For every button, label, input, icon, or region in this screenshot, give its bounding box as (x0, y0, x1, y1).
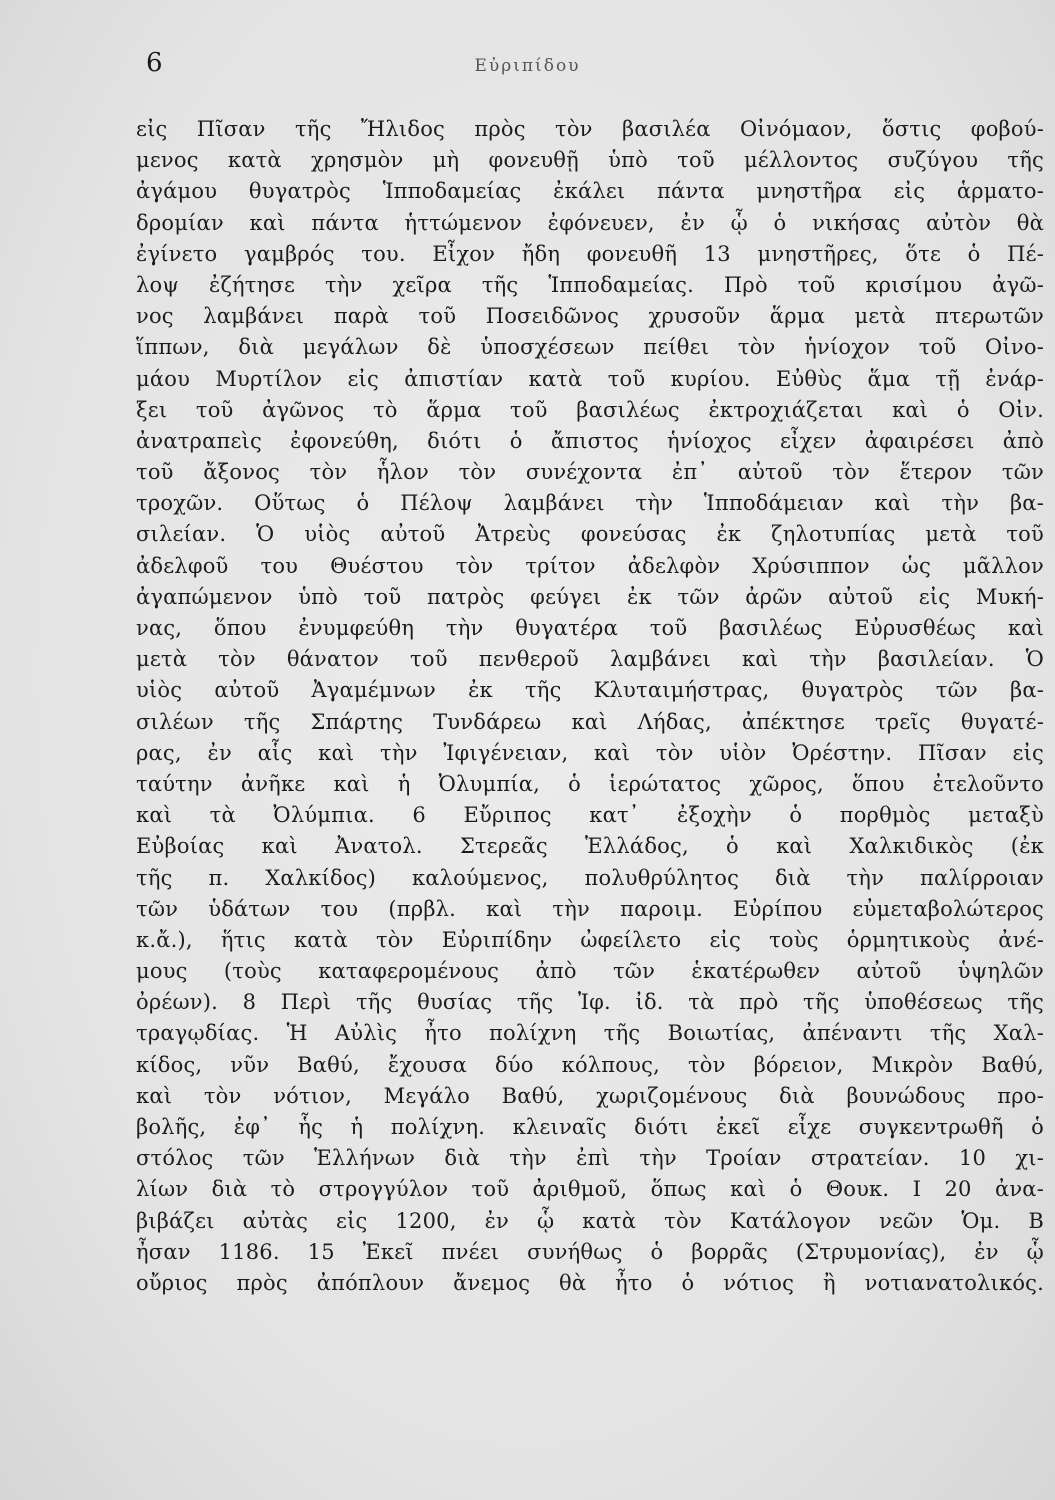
text-line: μάου Μυρτίλον εἰς ἀπιστίαν κατὰ τοῦ κυρίου. Εὐθὺς ἅμα τῇ ἐνάρ- (136, 366, 1044, 391)
text-line: ρας, ἐν αἷς καὶ τὴν Ἰφιγένειαν, καὶ τὸν υἱὸν Ὀρέστην. Πῖσαν εἰς (136, 740, 1044, 765)
text-line: ἐγίνετο γαμβρός του. Εἶχον ἤδη φονευθῆ 13 μνηστῆρες, ὅτε ὁ Πέ- (136, 241, 1044, 266)
text-line: ἦσαν 1186. 15 Ἐκεῖ πνέει συνήθως ὁ βορρᾶς (Στρυμονίας), ἐν ᾧ (136, 1239, 1044, 1264)
text-line: καὶ τὰ Ὀλύμπια. 6 Εὔριπος κατ᾽ ἐξοχὴν ὁ πορθμὸς μεταξὺ (136, 803, 1044, 828)
text-line: υἱὸς αὐτοῦ Ἀγαμέμνων ἐκ τῆς Κλυταιμήστρας, θυγατρὸς τῶν βα- (136, 678, 1044, 703)
text-line: εἰς Πῖσαν τῆς Ἤλιδος πρὸς τὸν βασιλέα Οἰνόμαον, ὅστις φοβού- (136, 117, 1044, 141)
text-line: τροχῶν. Οὕτως ὁ Πέλοψ λαμβάνει τὴν Ἱπποδάμειαν καὶ τὴν βα- (136, 491, 1044, 516)
page-number: 6 (146, 48, 163, 78)
text-line: τῶν ὑδάτων του (πρβλ. καὶ τὴν παροιμ. Εὐρίπου εὐμεταβολώτερος (136, 896, 1044, 921)
text-line: τοῦ ἄξονος τὸν ἧλον τὸν συνέχοντα ἐπ᾽ αὐτοῦ τὸν ἕτερον τῶν (136, 460, 1044, 485)
text-line: μετὰ τὸν θάνατον τοῦ πενθεροῦ λαμβάνει καὶ τὴν βασιλείαν. Ὁ (136, 647, 1044, 672)
text-line: ἵππων, διὰ μεγάλων δὲ ὑποσχέσεων πείθει τὸν ἡνίοχον τοῦ Οἰνο- (136, 335, 1044, 360)
text-line: καὶ τὸν νότιον, Μεγάλο Βαθύ, χωριζομένους διὰ βουνώδους προ- (136, 1083, 1044, 1108)
text-line: ἀγάμου θυγατρὸς Ἱπποδαμείας ἐκάλει πάντα μνηστῆρα εἰς ἁρματο- (136, 179, 1044, 204)
text-line: σιλέων τῆς Σπάρτης Τυνδάρεω καὶ Λήδας, ἀπέκτησε τρεῖς θυγατέ- (136, 709, 1044, 734)
text-line: Εὐβοίας καὶ Ἀνατολ. Στερεᾶς Ἑλλάδος, ὁ καὶ Χαλκιδικὸς (ἐκ (136, 834, 1044, 859)
text-line: νας, ὅπου ἐνυμφεύθη τὴν θυγατέρα τοῦ βασιλέως Εὐρυσθέως καὶ (136, 616, 1044, 640)
text-line: ξει τοῦ ἀγῶνος τὸ ἅρμα τοῦ βασιλέως ἐκτροχιάζεται καὶ ὁ Οἰν. (136, 397, 1044, 422)
text-line: σιλείαν. Ὁ υἱὸς αὐτοῦ Ἀτρεὺς φονεύσας ἐκ ζηλοτυπίας μετὰ τοῦ (136, 522, 1044, 547)
text-line: δρομίαν καὶ πάντα ἡττώμενον ἐφόνευεν, ἐν ᾧ ὁ νικήσας αὐτὸν θὰ (136, 210, 1044, 235)
text-line: μους (τοὺς καταφερομένους ἀπὸ τῶν ἑκατέρωθεν αὐτοῦ ὑψηλῶν (136, 959, 1044, 984)
text-line: λίων διὰ τὸ στρογγύλον τοῦ ἀριθμοῦ, ὅπως καὶ ὁ Θουκ. Ι 20 ἀνα- (136, 1177, 1044, 1202)
text-line: τραγῳδίας. Ἡ Αὐλὶς ἦτο πολίχνη τῆς Βοιωτίας, ἀπέναντι τῆς Χαλ- (136, 1021, 1044, 1046)
text-line: ἀγαπώμενον ὑπὸ τοῦ πατρὸς φεύγει ἐκ τῶν ἀρῶν αὐτοῦ εἰς Μυκή- (136, 584, 1044, 609)
running-head: Εὐριπίδου (474, 56, 581, 76)
text-line: νος λαμβάνει παρὰ τοῦ Ποσειδῶνος χρυσοῦν ἅρμα μετὰ πτερωτῶν (136, 304, 1044, 329)
text-line: λοψ ἐζήτησε τὴν χεῖρα τῆς Ἱπποδαμείας. Πρὸ τοῦ κρισίμου ἀγῶ- (136, 272, 1044, 297)
text-line: ἀδελφοῦ του Θυέστου τὸν τρίτον ἀδελφὸν Χρύσιππον ὡς μᾶλλον (136, 553, 1044, 578)
text-line: στόλος τῶν Ἑλλήνων διὰ τὴν ἐπὶ τὴν Τροίαν στρατείαν. 10 χι- (136, 1146, 1044, 1171)
text-line: βιβάζει αὐτὰς εἰς 1200, ἐν ᾧ κατὰ τὸν Κατάλογον νεῶν Ὁμ. Β (136, 1208, 1044, 1233)
text-line: ἀνατραπεὶς ἐφονεύθη, διότι ὁ ἄπιστος ἡνίοχος εἶχεν ἀφαιρέσει ἀπὸ (136, 428, 1044, 453)
text-line: οὔριος πρὸς ἀπόπλουν ἄνεμος θὰ ἦτο ὁ νότιος ἢ νοτιανατολικός. (136, 1270, 1044, 1295)
commentary-text (136, 114, 1044, 1299)
text-line: μενος κατὰ χρησμὸν μὴ φονευθῇ ὑπὸ τοῦ μέλλοντος συζύγου τῆς (136, 148, 1044, 173)
text-line: ταύτην ἀνῆκε καὶ ἡ Ὀλυμπία, ὁ ἱερώτατος χῶρος, ὅπου ἐτελοῦντο (136, 771, 1044, 796)
text-line: ὀρέων). 8 Περὶ τῆς θυσίας τῆς Ἰφ. ἰδ. τὰ πρὸ τῆς ὑποθέσεως τῆς (136, 990, 1044, 1015)
text-line: κίδος, νῦν Βαθύ, ἔχουσα δύο κόλπους, τὸν βόρειον, Μικρὸν Βαθύ, (136, 1052, 1044, 1077)
text-line: τῆς π. Χαλκίδος) καλούμενος, πολυθρύλητος διὰ τὴν παλίρροιαν (136, 865, 1044, 890)
text-line: κ.ἄ.), ἥτις κατὰ τὸν Εὐριπίδην ὠφείλετο εἰς τοὺς ὁρμητικοὺς ἀνέ- (136, 927, 1044, 952)
text-line: βολῆς, ἐφ᾽ ἧς ἡ πολίχνη. κλειναῖς διότι ἐκεῖ εἶχε συγκεντρωθῆ ὁ (136, 1115, 1044, 1139)
